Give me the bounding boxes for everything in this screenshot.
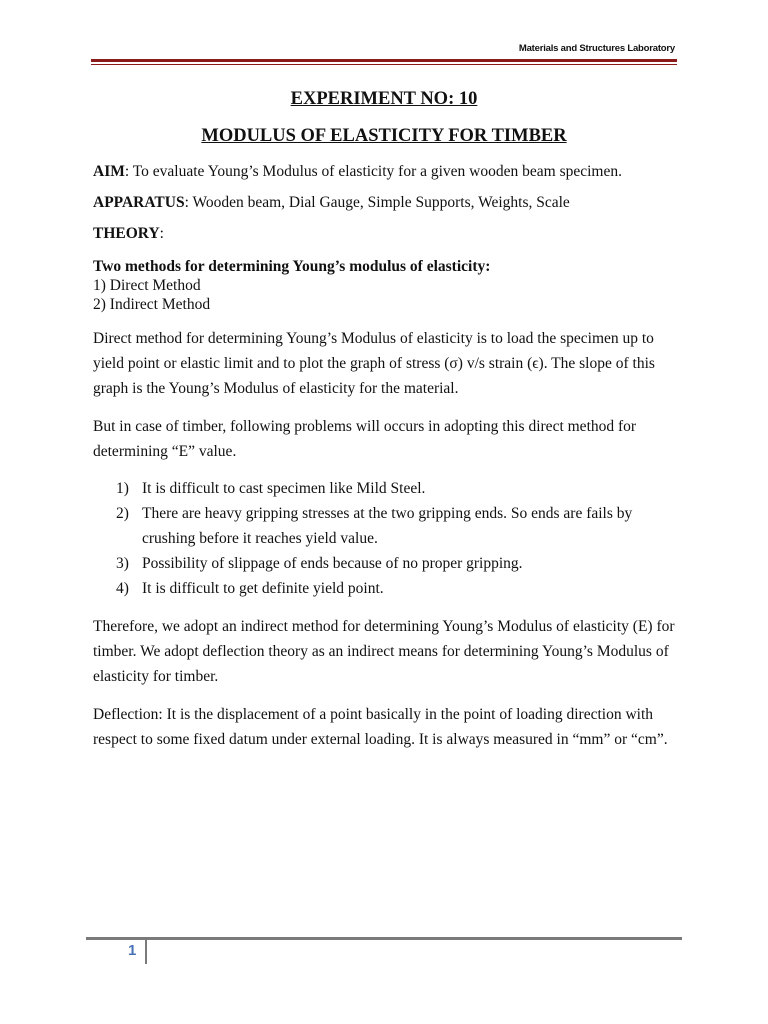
list-item-text: It is difficult to cast specimen like Mild Steel.: [142, 480, 426, 497]
aim-line: [93, 159, 683, 184]
direct-method-paragraph: Direct method for determining Young’s Modulus of elasticity is to load the specimen up to yield point or elastic limit and to plot the graph of stress (σ) v/s strain (ϵ). The slope of this graph is the Young’s Modulus of elasticity for the material.: [93, 330, 655, 397]
list-item: [93, 501, 683, 551]
page-number: 1: [128, 942, 137, 959]
theory-label: THEORY: [93, 225, 160, 242]
header-rule-thin: [91, 64, 677, 65]
experiment-title: EXPERIMENT NO: 10: [290, 89, 478, 109]
timber-problems-intro: But in case of timber, following problems will occurs in adopting this direct method for determining “E” value.: [93, 418, 637, 460]
apparatus-label: APPARATUS: [93, 194, 185, 211]
problems-list: [93, 476, 683, 601]
theory-colon: :: [159, 225, 164, 242]
list-item-number: 2): [116, 505, 129, 522]
header-lab-name: Materials and Structures Laboratory: [518, 43, 675, 54]
footer-rule: [86, 937, 682, 940]
aim-label: AIM: [93, 163, 125, 180]
list-item-number: 3): [116, 555, 129, 572]
aim-text: : To evaluate Young’s Modulus of elasticity for a given wooden beam specimen.: [124, 163, 622, 180]
subject-title: MODULUS OF ELASTICITY FOR TIMBER: [201, 126, 567, 146]
list-item-number: 1): [116, 480, 129, 497]
list-item-number: 4): [116, 580, 129, 597]
list-item-text: It is difficult to get definite yield point.: [142, 580, 384, 597]
theory-line: [93, 221, 683, 246]
list-item: [93, 551, 683, 576]
header-rule: [91, 59, 677, 62]
methods-block: [93, 257, 683, 314]
indirect-method-paragraph: Therefore, we adopt an indirect method for determining Young’s Modulus of elasticity (E) for timber. We adopt deflection theory as an indirect means for determining Young’s Modulus of elasticity for timber.: [93, 618, 675, 685]
list-item-text: Possibility of slippage of ends because of no proper gripping.: [142, 555, 523, 572]
deflection-paragraph: Deflection: It is the displacement of a point basically in the point of loading direction with respect to some fixed datum under external loading. It is always measured in “mm” or “cm”.: [93, 706, 668, 748]
list-item-text: There are heavy gripping stresses at the two gripping ends. So ends are fails by crushing before it reaches yield value.: [142, 505, 633, 547]
method-item: 1) Direct Method: [93, 277, 201, 294]
footer-divider: [145, 940, 147, 964]
apparatus-line: [93, 190, 683, 215]
list-item: [93, 476, 683, 501]
list-item: [93, 576, 683, 601]
methods-heading: Two methods for determining Young’s modulus of elasticity:: [93, 258, 491, 275]
apparatus-text: : Wooden beam, Dial Gauge, Simple Supports, Weights, Scale: [184, 194, 570, 211]
method-item: 2) Indirect Method: [93, 296, 211, 313]
